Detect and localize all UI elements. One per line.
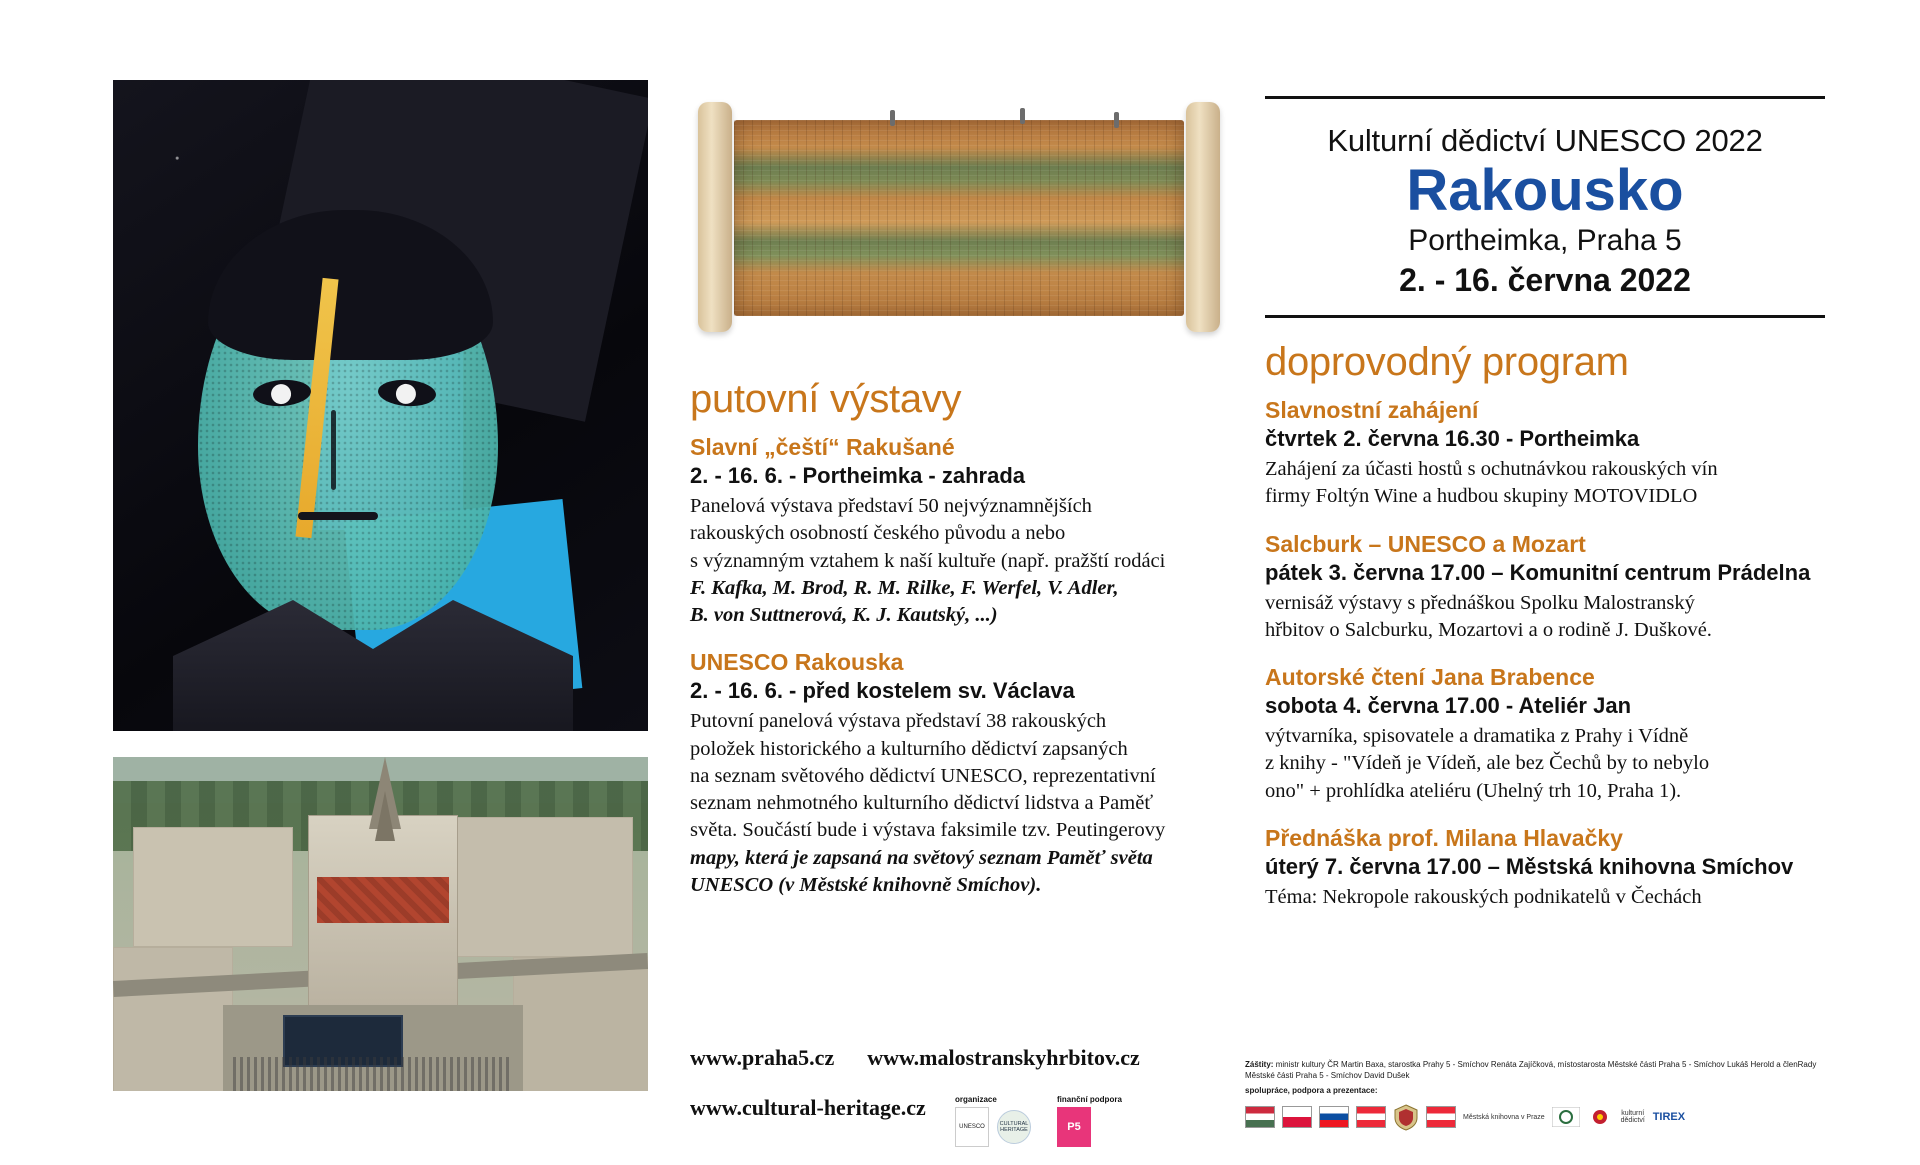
exhibition-2-when: 2. - 16. 6. - před kostelem sv. Václava — [690, 678, 1075, 704]
unesco-logo-icon: UNESCO — [955, 1107, 989, 1147]
scroll-map-surface — [734, 120, 1184, 316]
scroll-pin — [890, 110, 895, 126]
program-1-body: Zahájení za účasti hostů s ochutnávkou rakouských vín firmy Foltýn Wine a hudbou skupiny MOTOVIDLO — [1265, 458, 1718, 508]
program-3-when: sobota 4. června 17.00 - Ateliér Jan — [1265, 693, 1632, 719]
program-1-heading: Slavnostní zahájení — [1265, 397, 1479, 424]
program-item-1 — [1265, 397, 1825, 511]
support-badges — [1057, 1107, 1122, 1147]
portrait-nose — [331, 410, 336, 490]
photo-church-spire-small — [375, 791, 395, 841]
mestska-knihovna-logo-icon — [1463, 1102, 1545, 1132]
kulturni-dedictvi-logo-icon: kulturní dědictví — [1620, 1109, 1645, 1125]
section-title-exhibitions: putovní výstavy — [690, 377, 962, 421]
program-item-2 — [1265, 531, 1825, 645]
vienna-aerial-photo — [113, 757, 648, 1091]
flag-slovakia-icon — [1319, 1106, 1349, 1128]
exhibition-2-body: Putovní panelová výstava představí 38 rakouských položek historického a kulturního dědictví zapsaných na seznam světového dědictví UNESCO, reprezentativní seznam nehmotného kulturního dědictví lidstva a Paměť světa. Součástí bude i výstava faksimile tzv. Peutingerovy mapy, která je zapsaná na světový seznam Paměť světa UNESCO (v Městské knihovně Smíchov). — [690, 710, 1166, 896]
program-2-heading: Salcburk – UNESCO a Mozart — [1265, 530, 1586, 557]
links-row-1 — [690, 1045, 1250, 1071]
photo-crowd — [233, 1057, 513, 1091]
kafka-pop-art-image — [113, 80, 648, 731]
pupil — [270, 383, 291, 404]
program-3-body: výtvarníka, spisovatele a dramatika z Prahy i Vídně z knihy - "Vídeň je Vídeň, ale bez Čechů by to nebylo ono" + prohlídka ateliéru (Uhelný trh 10, Praha 1). — [1265, 725, 1710, 802]
patrons-text: ministr kultury ČR Martin Baxa, starostka Prahy 5 - Smíchov Renáta Zajíčková, místostarosta Městské části Praha 5 - Smíchov Lukáš Herold a členRady Městské části Praha 5 - Smíchov David Dušek — [1245, 1060, 1817, 1080]
scroll-pin — [1114, 112, 1119, 128]
portrait-mouth — [298, 512, 378, 520]
program-2-when: pátek 3. června 17.00 – Komunitní centrum Prádelna — [1265, 559, 1811, 585]
program-4-when: úterý 7. června 17.00 – Městská knihovna Smíchov — [1265, 853, 1794, 879]
exhibition-item-2 — [690, 649, 1230, 899]
program-4-heading: Přednáška prof. Milana Hlavačky — [1265, 824, 1623, 851]
photo-building — [443, 817, 633, 957]
flag-hungary-icon — [1245, 1106, 1275, 1128]
exhibition-item-1 — [690, 434, 1230, 629]
photo-building — [133, 827, 293, 947]
organizer-column — [955, 1095, 1031, 1147]
praha5-logo-icon: P5 — [1057, 1107, 1091, 1147]
program-2-body: vernisáž výstavy s přednáškou Spolku Malostranský hřbitov o Salcburku, Mozartovi a o rodině J. Duškové. — [1265, 591, 1712, 641]
header-venue: Portheimka, Praha 5 — [1408, 224, 1682, 258]
cervena-logo-icon — [1587, 1102, 1613, 1132]
patrons-line — [1245, 1060, 1845, 1082]
partners-label: spolupráce, podpora a prezentace: — [1245, 1085, 1378, 1095]
coat-of-arms-icon — [1393, 1102, 1419, 1132]
exhibition-1-when: 2. - 16. 6. - Portheimka - zahrada — [690, 463, 1026, 488]
peutinger-map-scroll-image — [690, 80, 1228, 355]
partner-logo-row — [1245, 1102, 1845, 1132]
program-item-4 — [1265, 825, 1825, 911]
program-item-3 — [1265, 664, 1825, 805]
eu-logo-icon — [1552, 1102, 1580, 1132]
scroll-pin — [1020, 108, 1025, 124]
photo-building — [113, 947, 233, 1091]
program-4-body: Téma: Nekropole rakouských podnikatelů v Čechách — [1265, 885, 1702, 908]
organizer-label: organizace — [955, 1095, 997, 1104]
exhibition-1-heading: Slavní „čeští“ Rakušané — [690, 434, 955, 460]
pupil — [395, 383, 416, 404]
link-malostranskyhrbitov[interactable]: www.malostranskyhrbitov.cz — [867, 1045, 1140, 1070]
organizer-support-row — [955, 1095, 1122, 1147]
support-column — [1057, 1095, 1122, 1147]
photo-red-roof — [317, 877, 449, 923]
heritage-circle-logo-icon: CULTURAL HERITAGE — [997, 1110, 1031, 1144]
tirex-label: TIREX — [1652, 1110, 1686, 1123]
poster-header — [1265, 99, 1825, 315]
section-title-program: doprovodný program — [1265, 340, 1629, 385]
program-3-heading: Autorské čtení Jana Brabence — [1265, 664, 1595, 691]
mkp-label: Městská knihovna v Praze — [1463, 1113, 1545, 1121]
footer-credits — [1245, 1060, 1845, 1132]
program-1-when: čtvrtek 2. června 16.30 - Portheimka — [1265, 426, 1640, 452]
link-cultural-heritage[interactable]: www.cultural-heritage.cz — [690, 1095, 926, 1120]
flag-poland-icon — [1282, 1106, 1312, 1128]
scroll-roll-right — [1186, 102, 1220, 332]
link-praha5[interactable]: www.praha5.cz — [690, 1045, 835, 1070]
right-column — [1265, 96, 1825, 931]
flag-austria-icon — [1356, 1106, 1386, 1128]
flag-austria-2-icon — [1426, 1106, 1456, 1128]
middle-column — [690, 80, 1230, 919]
organizer-badges — [955, 1107, 1031, 1147]
partners-line — [1245, 1086, 1845, 1097]
header-dates: 2. - 16. června 2022 — [1399, 262, 1691, 299]
divider-bottom — [1265, 315, 1825, 318]
tirex-logo-icon — [1653, 1102, 1685, 1132]
scroll-roll-left — [698, 102, 732, 332]
photo-building — [513, 957, 648, 1091]
header-subtitle: Kulturní dědictví UNESCO 2022 — [1327, 123, 1763, 158]
page-title: Rakousko — [1406, 158, 1684, 223]
exhibition-1-body: Panelová výstava představí 50 nejvýznamnějších rakouských osobností českého původu a nebo s významným vztahem k naší kultuře (např. pražští rodáci F. Kafka, M. Brod, R. M. Rilke, F. Werfel, V. Adler, B. von Suttnerová, K. J. Kautský, ...) — [690, 495, 1166, 626]
exhibition-2-heading: UNESCO Rakouska — [690, 649, 904, 676]
support-label: finanční podpora — [1057, 1095, 1122, 1104]
image-column — [113, 80, 648, 1091]
patrons-label: Záštity: — [1245, 1060, 1274, 1069]
